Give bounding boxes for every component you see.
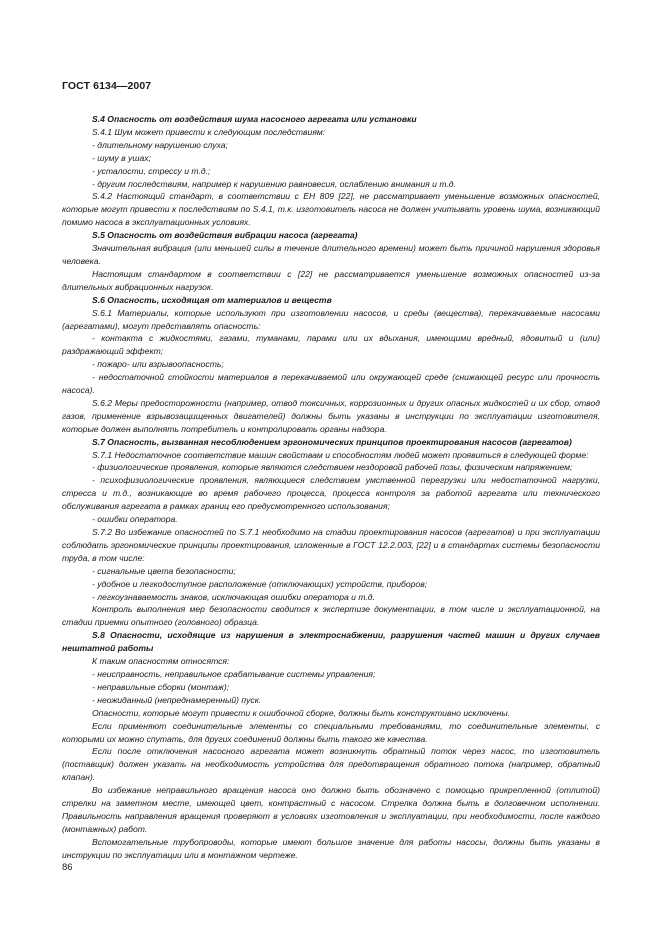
paragraph: S.4.1 Шум может привести к следующим последствиям: xyxy=(92,126,326,137)
paragraph: - неправильные сборки (монтаж); xyxy=(92,681,230,692)
section-heading: S.8 Опасности, исходящие из нарушения в электроснабжении, разрушения частей машин и других случаев нештатной работы xyxy=(62,630,600,654)
page-number: 86 xyxy=(62,862,73,873)
paragraph: - физиологические проявления, которые являются следствием нездоровой рабочей позы, физическим напряжением; xyxy=(92,462,573,473)
paragraph: S.6.1 Материалы, которые используют при изготовлении насосов, и среды (вещества), перекачиваемые насосами (агрегатами), могут представлять опасность: xyxy=(62,307,600,331)
paragraph: - неисправность, неправильное срабатывание системы управления; xyxy=(92,668,376,679)
paragraph: Опасности, которые могут привести к ошибочной сборке, должны быть конструктивно исключены. xyxy=(92,707,511,718)
paragraph: S.7.1 Недостаточное соответствие машин свойствам и способностям людей может проявиться в следующей форме: xyxy=(92,449,589,460)
paragraph: - пожаро- или взрывоопасность; xyxy=(92,359,224,370)
paragraph: S.7.2 Во избежание опасностей по S.7.1 необходимо на стадии проектирования насосов (агрегатов) и при эксплуатации соблюдать эргономические принципы проектирования, изложенные в ГОСТ 12.2.003, [22] и в стандартах системы безопасности труда, в том числе: xyxy=(62,527,600,563)
document-body xyxy=(62,113,600,862)
section-heading: S.5 Опасность от воздействия вибрации насоса (агрегата) xyxy=(92,230,358,241)
paragraph: Если применяют соединительные элементы со специальными требованиями, то соединительные элементы, с которыми их можно спутать, для других соединений должны быть такого же качества. xyxy=(62,720,600,744)
section-heading: S.7 Опасность, вызванная несоблюдением эргономических принципов проектирования насосов (агрегатов) xyxy=(92,436,572,447)
paragraph: S.4.2 Настоящий стандарт, в соответствии с ЕН 809 [22], не рассматривает уменьшение возможных опасностей, которые могут привести к последствиям по S.4.1, т.к. изготовитель насоса не должен учитывать уровень шума, возникающий помимо насоса в эксплуатационных условиях. xyxy=(62,191,600,228)
paragraph: - удобное и легкодоступное расположение (отключающих) устройств, приборов; xyxy=(92,578,428,589)
paragraph: Значительная вибрация (или меньшей силы в течение длительного времени) может быть причиной нарушения здоровья человека. xyxy=(62,243,600,266)
paragraph: - недостаточной стойкости материалов в перекачиваемой или окружающей среде (снижающей ресурс или прочность насоса). xyxy=(62,372,600,396)
paragraph: - ошибки оператора. xyxy=(92,514,178,525)
paragraph: - контакта с жидкостями, газами, туманами, парами или их вдыхания, имеющими вредный, ядовитый и (или) раздражающий эффект; xyxy=(62,333,600,357)
document-header: ГОСТ 6134—2007 xyxy=(62,80,152,92)
paragraph: К таким опасностям относятся: xyxy=(92,656,230,667)
section-heading: S.4 Опасность от воздействия шума насосного агрегата или установки xyxy=(92,114,417,124)
paragraph: S.6.2 Меры предосторожности (например, отвод токсичных, коррозионных и других опасных жидкостей и их сбор, отвод газов, применение взрывозащищенных двигателей) должны быть указаны в инструкции по эксплуатации изготовителя, которые должен выполнять потребитель и контролировать органы надзора. xyxy=(62,397,600,434)
paragraph: Во избежание неправильного вращения насоса оно должно быть обозначено с помощью прикрепленной (отлитой) стрелки на заметном месте, имеющей цвет, контрастный с насосом. Стрелка должна быть в долговечном исполнении. Правильность направления вращения проверяют в условиях изготовления и эксплуатации, при необходимости, после каждого (монтажных) работ. xyxy=(62,785,600,834)
paragraph: - неожиданный (непреднамеренный) пуск. xyxy=(92,694,262,705)
paragraph: Вспомогательные трубопроводы, которые имеют большое значение для работы насосы, должны быть указаны в инструкции по эксплуатации или в монтажном чертеже. xyxy=(62,836,600,860)
paragraph: - легкоузнаваемость знаков, исключающая ошибки оператора и т.д. xyxy=(92,591,375,602)
paragraph: Настоящим стандартом в соответствии с [22] не рассматривается уменьшение возможных опасностей из-за длительных вибрационных нагрузок. xyxy=(62,268,600,292)
paragraph: Если после отключения насосного агрегата может возникнуть обратный поток через насос, то изготовитель (поставщик) должен указать на необходимость устройства для предотвращения обратного потока (например, обратный клапан). xyxy=(62,746,600,783)
paragraph: - сигнальные цвета безопасности; xyxy=(92,565,236,576)
paragraph: - психофизиологические проявления, являющиеся следствием умственной перегрузки или недостаточной нагрузки, стресса и т.д., возникающие во время рабочего процесса, процесса контроля за работой агрегата или технического обслуживания агрегата в рамках границ его предусмотренного использования; xyxy=(62,475,600,512)
paragraph: - длительному нарушению слуха; xyxy=(92,139,228,150)
paragraph: - другим последствиям, например к нарушению равновесия, ослаблению внимания и т.д. xyxy=(92,178,456,189)
paragraph: - шуму в ушах; xyxy=(92,152,151,163)
paragraph: Контроль выполнения мер безопасности сводится к экспертизе документации, в том числе и эксплуатационной, на стадии приемки опытного (головного) образца. xyxy=(62,604,600,628)
section-heading: S.6 Опасность, исходящая от материалов и веществ xyxy=(92,294,332,305)
paragraph: - усталости, стрессу и т.д.; xyxy=(92,165,211,176)
